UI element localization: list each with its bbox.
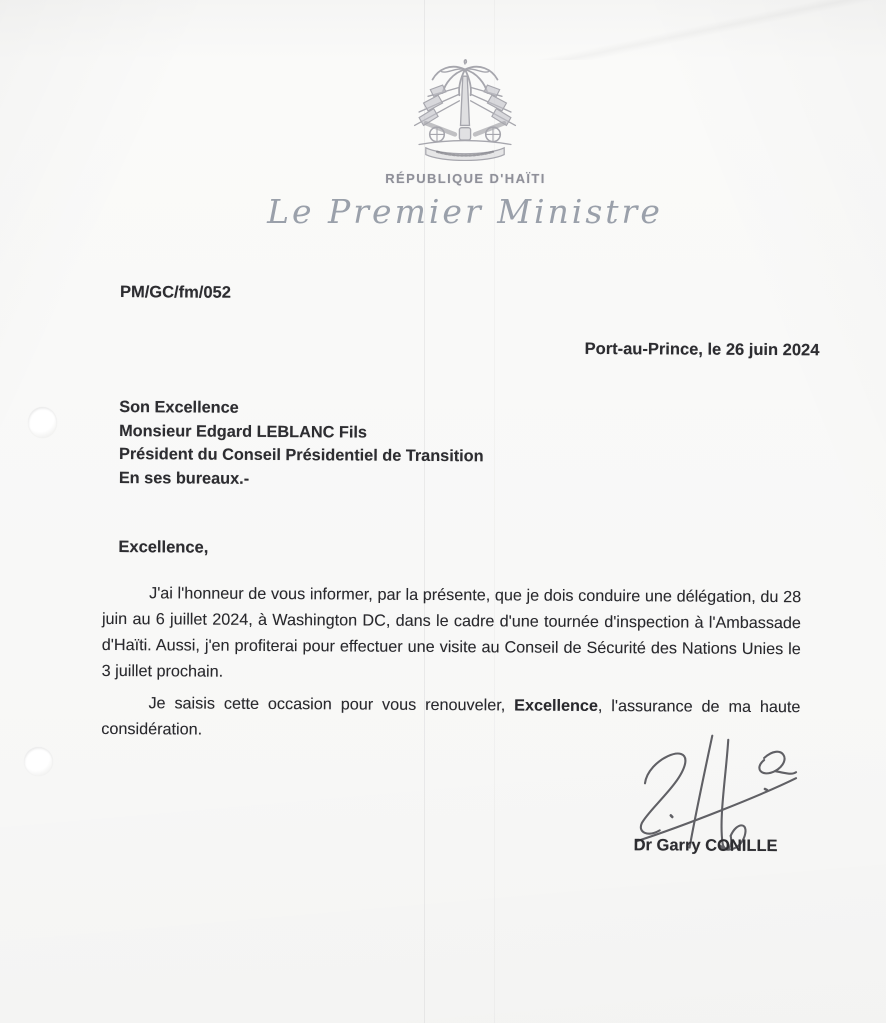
recipient-line: En ses bureaux.- — [118, 468, 250, 488]
body-paragraph-1: J'ai l'honneur de vous informer, par la présente, que je dois conduire une délégation, du 28 juin au 6 juillet 2024, à Washington DC, dans le cadre d'une tournée d'inspection à l'Ambassade d'Haïti. Aussi, j'en profiterai pour effectuer une visite au Conseil de Sécurité des Nations Unies le 3 juillet prochain. — [101, 584, 802, 681]
paragraph2-text: Je saisis cette occasion pour vous renouveler, — [148, 694, 515, 715]
paragraph2-emphasis: Excellence — [514, 696, 598, 715]
salutation: Excellence, — [118, 538, 209, 557]
signature-block — [614, 725, 805, 866]
recipient-block — [119, 396, 484, 493]
recipient-line: Son Excellence — [119, 398, 239, 417]
recipient-line: Monsieur Edgard LEBLANC Fils — [119, 421, 368, 442]
office-title: Le Premier Ministre — [267, 192, 663, 231]
signer-name: Dr Garry CONILLE — [633, 836, 778, 856]
paragraph2-text: , l'assurance de ma haute considération. — [101, 696, 801, 739]
dateline: Port-au-Prince, le 26 juin 2024 — [584, 339, 820, 360]
reference-number: PM/GC/fm/052 — [119, 283, 231, 302]
recipient-line: Président du Conseil Présidentiel de Transition — [118, 445, 484, 466]
republic-heading: RÉPUBLIQUE D'HAÏTI — [385, 171, 546, 186]
